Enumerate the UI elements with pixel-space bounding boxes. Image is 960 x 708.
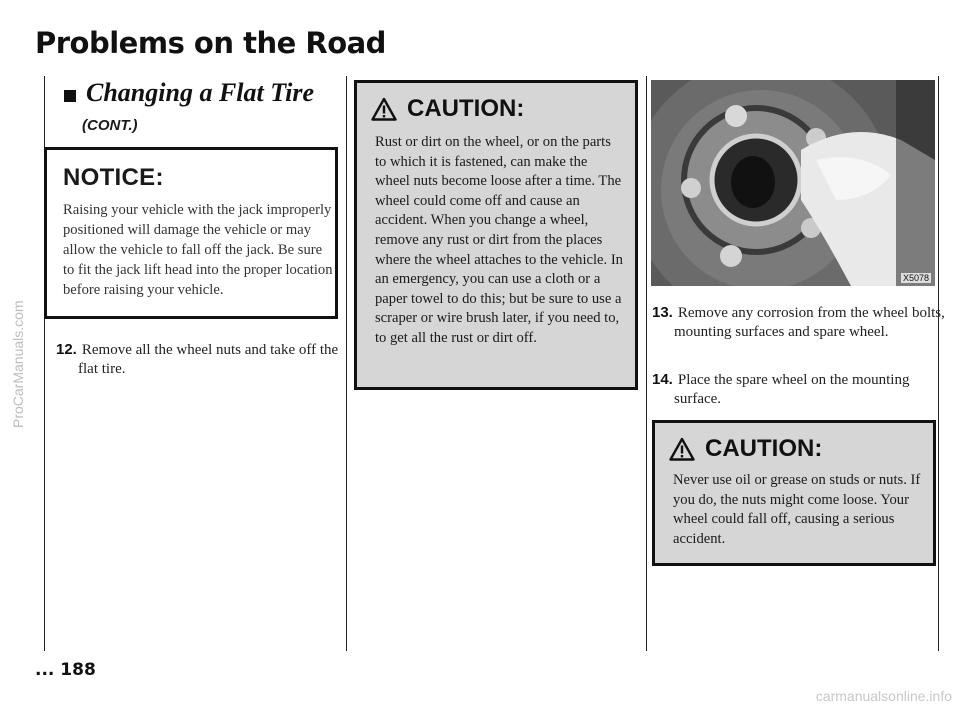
- column-rule-far-right: [938, 76, 939, 651]
- step-number: 12.: [56, 341, 77, 358]
- caution-header: [371, 95, 524, 123]
- step-number: 13.: [652, 304, 673, 321]
- step-text: Remove any corrosion from the wheel bolts, mounting surfaces and spare wheel.: [674, 305, 945, 340]
- caution-header: [669, 435, 822, 463]
- page-title: Problems on the Road: [35, 26, 386, 60]
- page-number: ... 188: [35, 660, 96, 680]
- notice-text: Raising your vehicle with the jack improperly positioned will damage the vehicle or may allow the vehicle to fall off the jack. Be sure to fit the jack lift head into the proper location before raising your vehicle.: [63, 202, 333, 298]
- caution-label: CAUTION:: [407, 95, 525, 122]
- caution-box-oil: [652, 420, 936, 566]
- step-12: [56, 340, 360, 379]
- column-rule-right: [646, 76, 647, 651]
- caution-text: Rust or dirt on the wheel, or on the parts to which it is fastened, can make the wheel nuts become loose after a time. The wheel could come off and cause an accident. When you change a wheel, remove any rust or dirt from the places where the wheel attaches to the vehicle. In an emergency, you can use a cloth or a paper towel to do this; but be sure to use a scraper or wire brush later, if you need to, to get all the rust or dirt off.: [375, 134, 623, 346]
- step-13: [652, 303, 958, 342]
- caution-text: Never use oil or grease on studs or nuts. If you do, the nuts might come loose. Your wheel could fall off, causing a serious accident.: [673, 472, 921, 547]
- side-watermark: ProCarManuals.com: [10, 300, 26, 428]
- warning-triangle-icon: [669, 437, 695, 461]
- wheel-hub-illustration: [651, 80, 935, 286]
- caution-label: CAUTION:: [705, 435, 823, 462]
- section-subheading: (CONT.): [82, 117, 138, 134]
- footer-watermark: carmanualsonline.info: [815, 688, 952, 704]
- warning-triangle-icon: [371, 97, 397, 121]
- caution-box-rust: [354, 80, 638, 390]
- notice-title: NOTICE:: [63, 164, 164, 191]
- photo-code: X5078: [902, 273, 929, 283]
- section-heading: Changing a Flat Tire: [86, 78, 315, 107]
- section-bullet-icon: [64, 90, 76, 102]
- step-text: Place the spare wheel on the mounting surface.: [674, 372, 910, 407]
- step-number: 14.: [652, 371, 673, 388]
- step-text: Remove all the wheel nuts and take off the flat tire.: [78, 342, 339, 377]
- step-14: [652, 370, 958, 409]
- notice-box: [44, 147, 338, 319]
- wheel-hub-photo: [651, 80, 935, 286]
